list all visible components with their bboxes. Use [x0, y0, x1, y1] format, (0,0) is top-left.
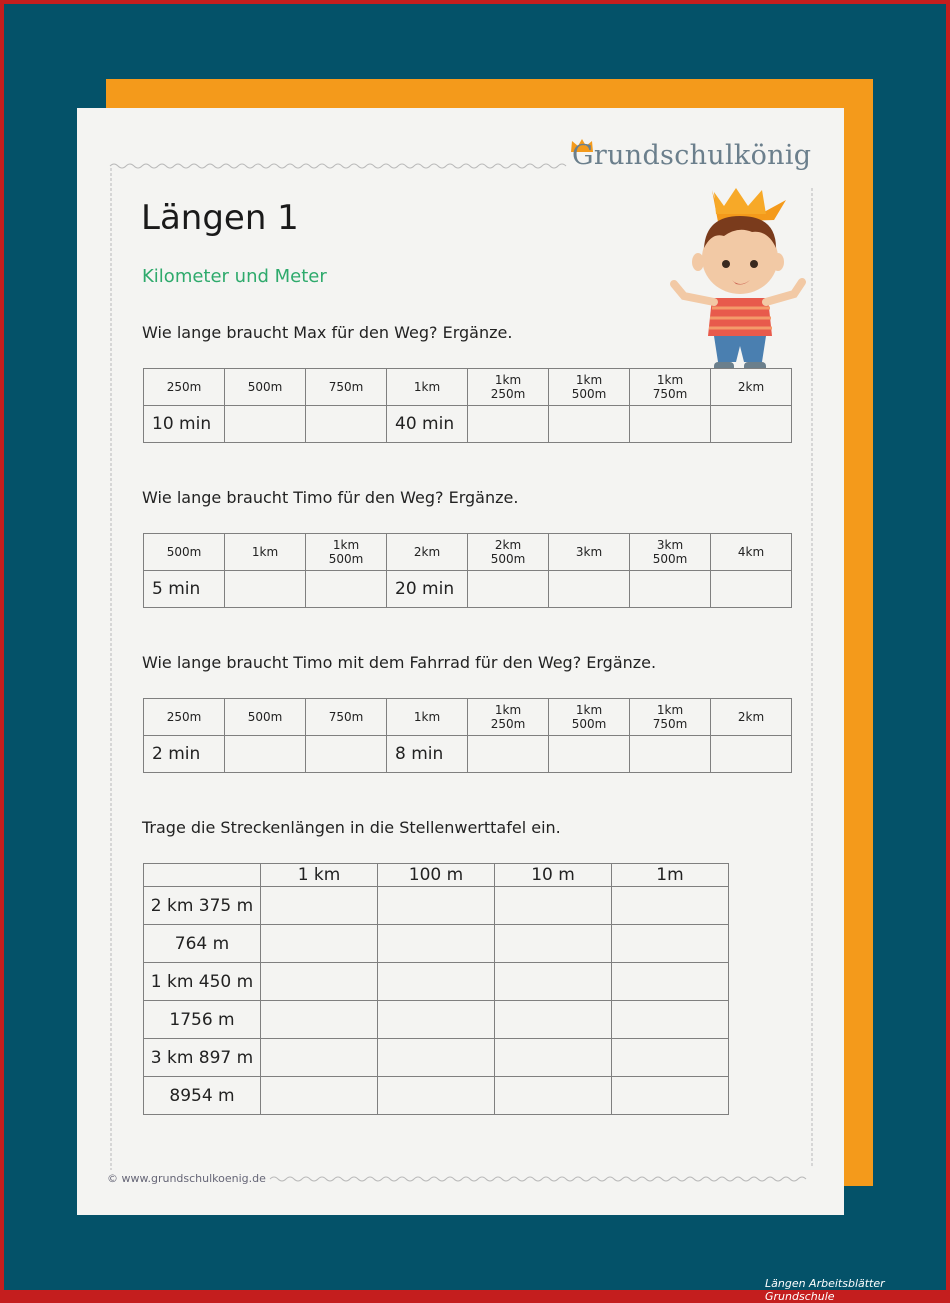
answer-cell[interactable] [306, 571, 387, 608]
answer-cell[interactable] [261, 963, 378, 1001]
brand-logo: Grundschulkönig [572, 140, 812, 171]
answer-cell[interactable] [261, 1001, 378, 1039]
header-cell: 2km [711, 369, 792, 406]
header-cell: 250m [144, 369, 225, 406]
page-subtitle: Kilometer und Meter [142, 266, 327, 287]
answer-cell[interactable] [495, 1001, 612, 1039]
answer-cell[interactable] [549, 571, 630, 608]
answer-cell[interactable] [549, 736, 630, 773]
answer-cell[interactable] [378, 887, 495, 925]
row-label: 1 km 450 m [144, 963, 261, 1001]
answer-cell[interactable] [612, 925, 729, 963]
answer-cell[interactable] [711, 571, 792, 608]
column-header: 1m [612, 864, 729, 887]
answer-cell[interactable] [378, 1001, 495, 1039]
answer-cell[interactable] [612, 963, 729, 1001]
answer-cell[interactable] [495, 1039, 612, 1077]
answer-cell[interactable] [630, 406, 711, 443]
answer-cell[interactable] [495, 1077, 612, 1115]
row-label: 3 km 897 m [144, 1039, 261, 1077]
answer-cell[interactable] [612, 1077, 729, 1115]
answer-cell[interactable] [261, 1039, 378, 1077]
boy-illustration [664, 186, 814, 396]
task-3-table [143, 698, 792, 773]
answer-cell[interactable] [711, 406, 792, 443]
row-label: 2 km 375 m [144, 887, 261, 925]
answer-cell[interactable] [225, 571, 306, 608]
header-cell: 4km [711, 534, 792, 571]
task-1-question: Wie lange braucht Max für den Weg? Ergänze. [142, 323, 513, 342]
value-cell: 40 min [387, 406, 468, 443]
header-cell: 1km [225, 534, 306, 571]
task-4-question: Trage die Streckenlängen in die Stellenwerttafel ein. [142, 818, 561, 837]
place-value-table [143, 863, 729, 1115]
answer-cell[interactable] [225, 736, 306, 773]
value-cell: 20 min [387, 571, 468, 608]
task-2-table [143, 533, 792, 608]
answer-cell[interactable] [378, 1039, 495, 1077]
header-cell: 1km 500m [549, 369, 630, 406]
header-cell: 1km 750m [630, 699, 711, 736]
header-cell: 1km 500m [549, 699, 630, 736]
header-cell: 750m [306, 369, 387, 406]
column-header: 1 km [261, 864, 378, 887]
task-3-question: Wie lange braucht Timo mit dem Fahrrad für den Weg? Ergänze. [142, 653, 657, 672]
header-cell: 750m [306, 699, 387, 736]
value-cell: 8 min [387, 736, 468, 773]
column-header: 10 m [495, 864, 612, 887]
answer-cell[interactable] [549, 406, 630, 443]
row-label: 1756 m [144, 1001, 261, 1039]
footer-copyright: © www.grundschulkoenig.de [107, 1172, 266, 1185]
answer-cell[interactable] [612, 887, 729, 925]
answer-cell[interactable] [612, 1001, 729, 1039]
answer-cell[interactable] [306, 736, 387, 773]
header-cell: 500m [144, 534, 225, 571]
row-label: 764 m [144, 925, 261, 963]
header-cell: 500m [225, 369, 306, 406]
answer-cell[interactable] [261, 1077, 378, 1115]
header-cell: 1km [387, 699, 468, 736]
value-cell: 2 min [144, 736, 225, 773]
answer-cell[interactable] [468, 406, 549, 443]
image-caption: Längen Arbeitsblätter Grundschule [765, 1277, 885, 1303]
header-cell: 2km [387, 534, 468, 571]
answer-cell[interactable] [630, 736, 711, 773]
task-1-table [143, 368, 792, 443]
header-cell: 1km [387, 369, 468, 406]
column-header [144, 864, 261, 887]
header-cell: 2km 500m [468, 534, 549, 571]
answer-cell[interactable] [468, 736, 549, 773]
answer-cell[interactable] [495, 963, 612, 1001]
header-cell: 3km 500m [630, 534, 711, 571]
page-title: Längen 1 [141, 198, 299, 238]
column-header: 100 m [378, 864, 495, 887]
answer-cell[interactable] [261, 887, 378, 925]
answer-cell[interactable] [378, 1077, 495, 1115]
value-cell: 10 min [144, 406, 225, 443]
row-label: 8954 m [144, 1077, 261, 1115]
header-cell: 500m [225, 699, 306, 736]
answer-cell[interactable] [612, 1039, 729, 1077]
answer-cell[interactable] [378, 963, 495, 1001]
header-cell: 2km [711, 699, 792, 736]
header-cell: 250m [144, 699, 225, 736]
answer-cell[interactable] [630, 571, 711, 608]
header-cell: 1km 250m [468, 699, 549, 736]
answer-cell[interactable] [306, 406, 387, 443]
answer-cell[interactable] [225, 406, 306, 443]
answer-cell[interactable] [495, 887, 612, 925]
answer-cell[interactable] [261, 925, 378, 963]
header-cell: 1km 750m [630, 369, 711, 406]
value-cell: 5 min [144, 571, 225, 608]
task-2-question: Wie lange braucht Timo für den Weg? Ergänze. [142, 488, 519, 507]
answer-cell[interactable] [468, 571, 549, 608]
answer-cell[interactable] [378, 925, 495, 963]
header-cell: 1km 500m [306, 534, 387, 571]
header-cell: 1km 250m [468, 369, 549, 406]
header-cell: 3km [549, 534, 630, 571]
answer-cell[interactable] [495, 925, 612, 963]
answer-cell[interactable] [711, 736, 792, 773]
